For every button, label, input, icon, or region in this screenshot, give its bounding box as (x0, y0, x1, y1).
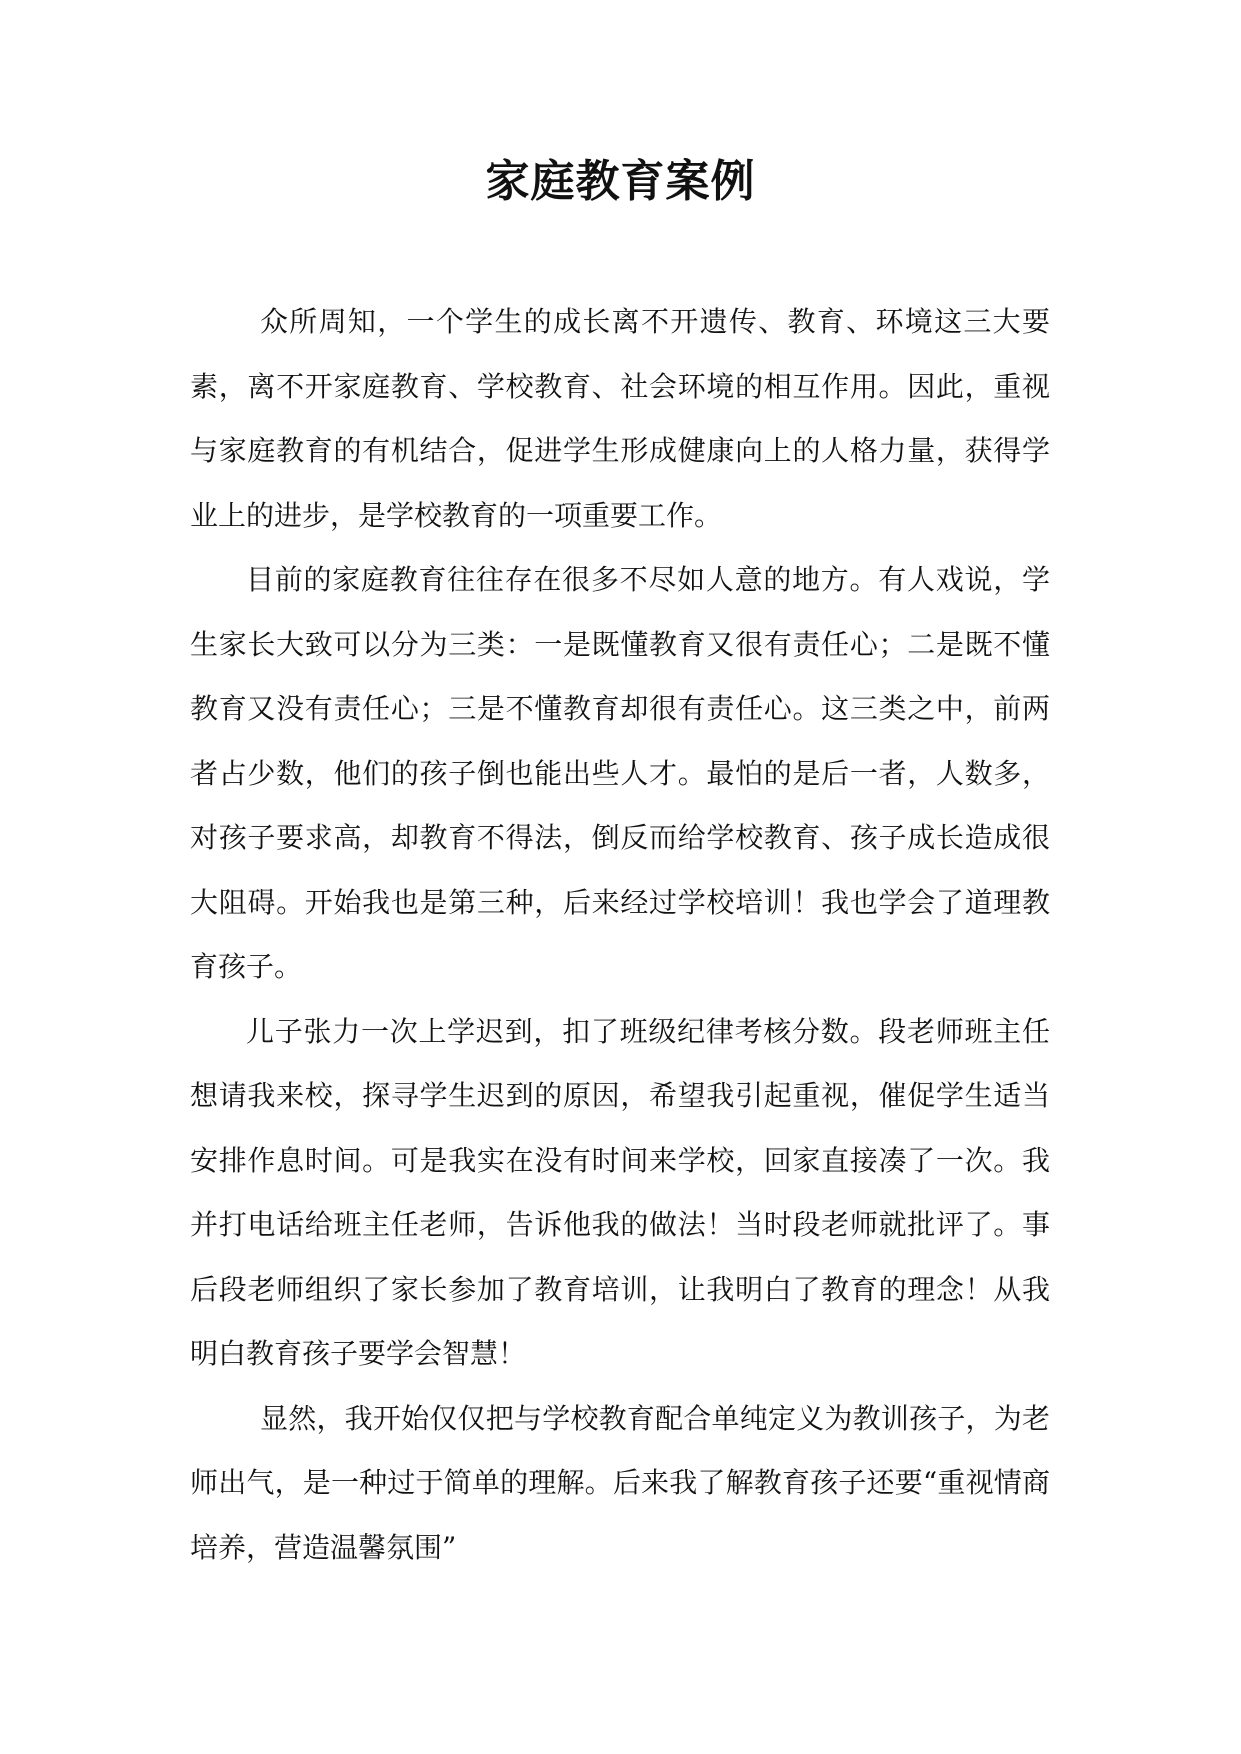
paragraph-2: 目前的家庭教育往往存在很多不尽如人意的地方。有人戏说，学生家长大致可以分为三类：一是既懂教育又很有责任心；二是既不懂教育又没有责任心；三是不懂教育却很有责任心。这三类之中，前两者占少数，他们的孩子倒也能出些人才。最怕的是后一者，人数多，对孩子要求高，却教育不得法，倒反而给学校教育、孩子成长造成很大阻碍。开始我也是第三种，后来经过学校培训！我也学会了道理教育孩子。 (190, 563, 1050, 983)
paragraph-1: 众所周知，一个学生的成长离不开遗传、教育、环境这三大要素，离不开家庭教育、学校教育、社会环境的相互作用。因此，重视与家庭教育的有机结合，促进学生形成健康向上的人格力量，获得学业上的进步，是学校教育的一项重要工作。 (190, 305, 1050, 532)
document-title: 家庭教育案例 (485, 156, 756, 207)
document-body (190, 290, 1050, 1580)
paragraph-4: 显然，我开始仅仅把与学校教育配合单纯定义为教训孩子，为老师出气，是一种过于简单的理解。后来我了解教育孩子还要“重视情商培养，营造温馨氛围” (190, 1401, 1050, 1564)
paragraph-3: 儿子张力一次上学迟到，扣了班级纪律考核分数。段老师班主任想请我来校，探寻学生迟到的原因，希望我引起重视，催促学生适当安排作息时间。可是我实在没有时间来学校，回家直接凑了一次。我并打电话给班主任老师，告诉他我的做法！当时段老师就批评了。事后段老师组织了家长参加了教育培训，让我明白了教育的理念！从我明白教育孩子要学会智慧！ (190, 1014, 1050, 1370)
